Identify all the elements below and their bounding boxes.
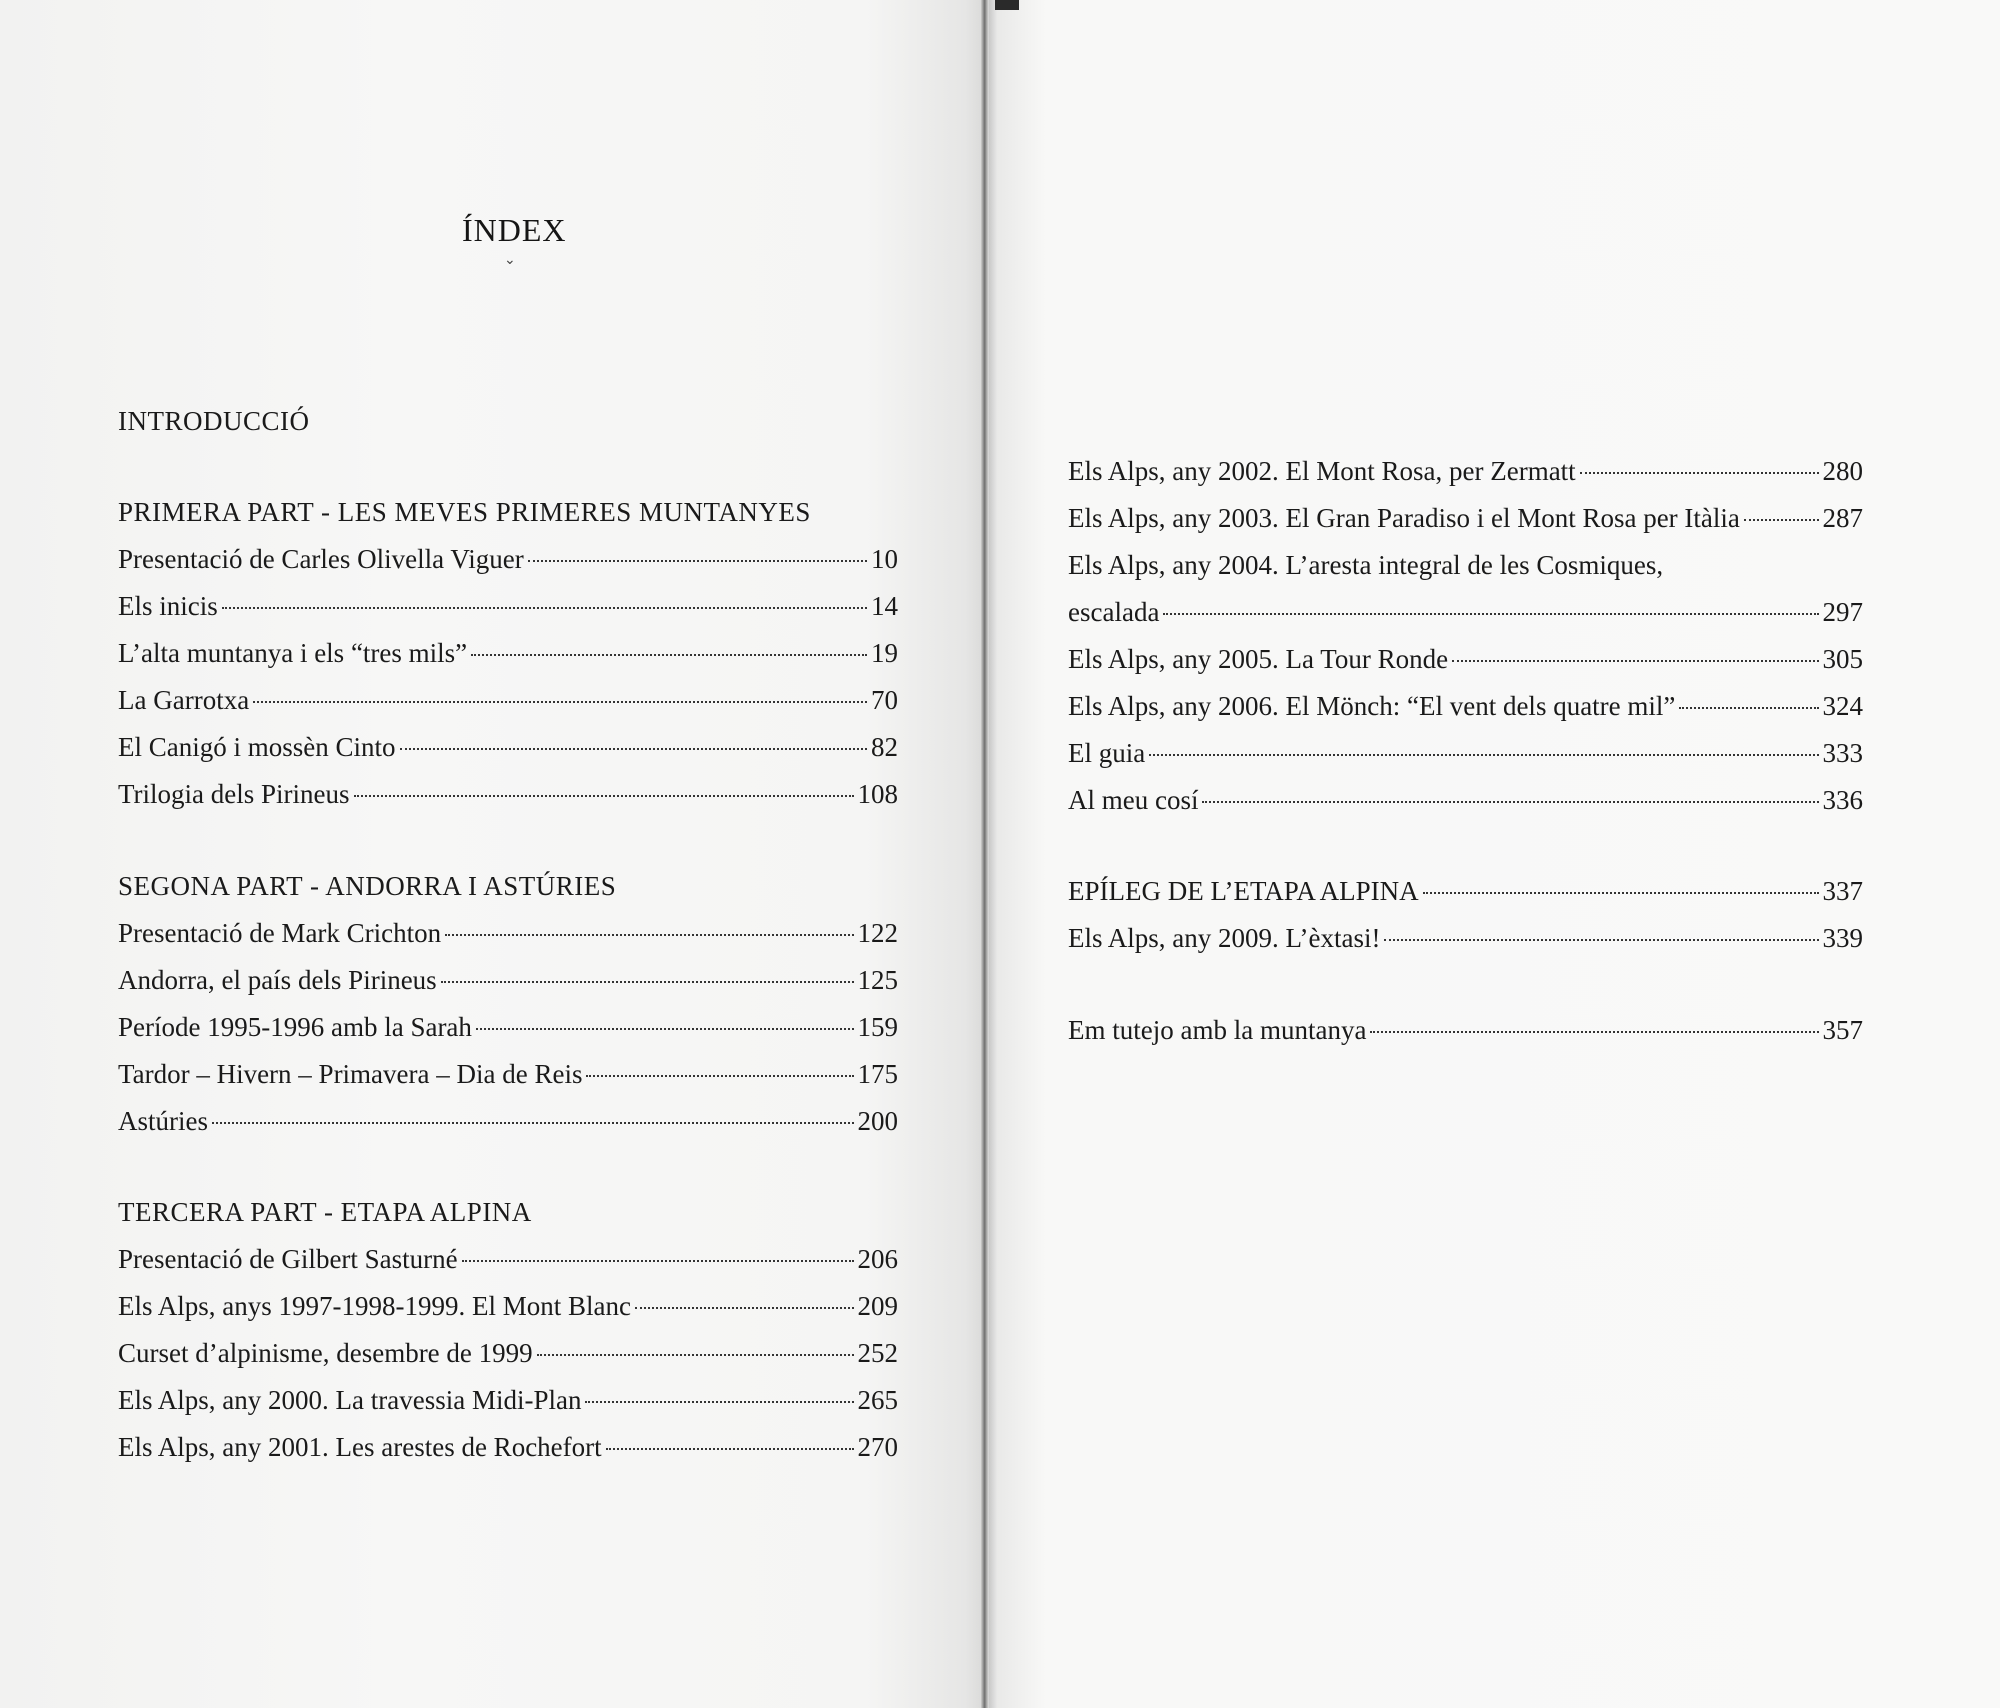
right-page: [985, 0, 2000, 1708]
toc-entry: [118, 778, 898, 810]
dot-leader: [1452, 660, 1818, 662]
toc-entry: [118, 1011, 898, 1043]
toc-entry-title: Els Alps, anys 1997-1998-1999. El Mont Blanc: [118, 1291, 631, 1321]
toc-page-number: 82: [871, 732, 898, 762]
dot-leader: [1384, 939, 1818, 941]
toc-entry: [118, 1431, 898, 1463]
toc-page-number: 209: [857, 1291, 898, 1321]
dot-leader: [212, 1122, 854, 1124]
toc-entry-title: Al meu cosí: [1068, 785, 1199, 815]
dot-leader: [445, 934, 853, 936]
toc-entry-title: Els Alps, any 2001. Les arestes de Rochefort: [118, 1432, 602, 1462]
toc-entry-title: Els Alps, any 2002. El Mont Rosa, per Zermatt: [1068, 456, 1576, 486]
toc-entry: [118, 917, 898, 949]
dot-leader: [1679, 707, 1818, 709]
toc-page-number: 122: [857, 918, 898, 948]
dot-leader: [606, 1448, 854, 1450]
dot-leader: [354, 795, 854, 797]
toc-entry: [1068, 502, 1863, 534]
dot-leader: [1423, 892, 1819, 894]
toc-entry: [118, 637, 898, 669]
toc-entry-title: El guia: [1068, 738, 1146, 768]
toc-section-heading: INTRODUCCIÓ: [118, 406, 310, 436]
toc-entry: [1068, 784, 1863, 816]
toc-page-number: 125: [857, 965, 898, 995]
dot-leader: [586, 1075, 853, 1077]
toc-entry: [118, 731, 898, 763]
title-ornament: ⌄: [504, 253, 516, 268]
dot-leader: [1370, 1031, 1818, 1033]
bookmark-edge: [995, 0, 1019, 10]
toc-page-number: 70: [871, 685, 898, 715]
toc-entry: [1068, 875, 1863, 907]
dot-leader: [471, 654, 867, 656]
dot-leader: [462, 1260, 854, 1262]
toc-entry-title: Període 1995-1996 amb la Sarah: [118, 1012, 472, 1042]
dot-leader: [1744, 519, 1819, 521]
toc-entry: [118, 590, 898, 622]
toc-entry: [118, 543, 898, 575]
toc-entry-title: Els Alps, any 2003. El Gran Paradiso i el Mont Rosa per Itàlia: [1068, 503, 1740, 533]
toc-entry-title: L’alta muntanya i els “tres mils”: [118, 638, 468, 668]
toc-page-number: 280: [1822, 456, 1863, 486]
dot-leader: [400, 748, 867, 750]
dot-leader: [441, 981, 854, 983]
toc-page-number: 270: [857, 1432, 898, 1462]
toc-entry: [1068, 643, 1863, 675]
dot-leader: [476, 1028, 854, 1030]
toc-entry-title: Presentació de Mark Crichton: [118, 918, 442, 948]
dot-leader: [222, 607, 867, 609]
book-gutter: [981, 0, 989, 1708]
dot-leader: [635, 1307, 854, 1309]
toc-entry-title: Astúries: [118, 1106, 208, 1136]
index-title: ÍNDEX: [462, 212, 567, 248]
toc-entry: [118, 1337, 898, 1369]
toc-page-number: 333: [1822, 738, 1863, 768]
toc-entry-title: Trilogia dels Pirineus: [118, 779, 350, 809]
toc-entry-title: La Garrotxa: [118, 685, 250, 715]
toc-page-number: 339: [1822, 923, 1863, 953]
toc-entry: [118, 1243, 898, 1275]
dot-leader: [528, 560, 867, 562]
toc-entry: [1068, 737, 1863, 769]
toc-page-number: 159: [857, 1012, 898, 1042]
toc-page-number: 206: [857, 1244, 898, 1274]
toc-entry: [1068, 1014, 1863, 1046]
toc-page-number: 175: [857, 1059, 898, 1089]
toc-entry-title: El Canigó i mossèn Cinto: [118, 732, 396, 762]
toc-entry: [1068, 596, 1863, 628]
toc-entry-title: EPÍLEG DE L’ETAPA ALPINA: [1068, 876, 1419, 906]
dot-leader: [537, 1354, 854, 1356]
toc-section-heading: SEGONA PART - ANDORRA I ASTÚRIES: [118, 871, 617, 901]
toc-page-number: 337: [1822, 876, 1863, 906]
toc-page-number: 108: [857, 779, 898, 809]
toc-page-number: 252: [857, 1338, 898, 1368]
dot-leader: [585, 1401, 853, 1403]
toc-entry: [1068, 922, 1863, 954]
toc-page-number: 10: [871, 544, 898, 574]
dot-leader: [253, 701, 867, 703]
dot-leader: [1149, 754, 1818, 756]
toc-entry-title: Els Alps, any 2005. La Tour Ronde: [1068, 644, 1449, 674]
toc-page-number: 19: [871, 638, 898, 668]
toc-entry-title: Curset d’alpinisme, desembre de 1999: [118, 1338, 533, 1368]
toc-entry-title: Els Alps, any 2000. La travessia Midi-Plan: [118, 1385, 582, 1415]
toc-entry: [1068, 455, 1863, 487]
toc-entry-title: Em tutejo amb la muntanya: [1068, 1015, 1367, 1045]
toc-entry: [118, 1105, 898, 1137]
toc-entry-title: Els Alps, any 2009. L’èxtasi!: [1068, 923, 1381, 953]
toc-page-number: 324: [1822, 691, 1863, 721]
toc-entry-title: escalada: [1068, 597, 1160, 627]
toc-entry: [118, 684, 898, 716]
toc-page-number: 14: [871, 591, 898, 621]
toc-page-number: 287: [1822, 503, 1863, 533]
toc-page-number: 305: [1822, 644, 1863, 674]
toc-section-heading: TERCERA PART - ETAPA ALPINA: [118, 1197, 532, 1227]
toc-page-number: 297: [1822, 597, 1863, 627]
toc-entry: [118, 964, 898, 996]
toc-page-number: 357: [1822, 1015, 1863, 1045]
toc-page-number: 336: [1822, 785, 1863, 815]
toc-page-number: 265: [857, 1385, 898, 1415]
toc-entry: [1068, 690, 1863, 722]
toc-entry-title: Els inicis: [118, 591, 218, 621]
toc-entry-line: Els Alps, any 2004. L’aresta integral de les Cosmiques,: [1068, 550, 1664, 580]
toc-entry: [118, 1058, 898, 1090]
dot-leader: [1163, 613, 1818, 615]
toc-entry: [118, 1290, 898, 1322]
toc-entry: [118, 1384, 898, 1416]
toc-entry-title: Presentació de Carles Olivella Viguer: [118, 544, 524, 574]
toc-entry-title: Andorra, el país dels Pirineus: [118, 965, 437, 995]
toc-page-number: 200: [857, 1106, 898, 1136]
dot-leader: [1202, 801, 1818, 803]
toc-entry-title: Tardor – Hivern – Primavera – Dia de Reis: [118, 1059, 583, 1089]
dot-leader: [1580, 472, 1819, 474]
toc-entry-title: Els Alps, any 2006. El Mönch: “El vent dels quatre mil”: [1068, 691, 1676, 721]
toc-entry-title: Presentació de Gilbert Sasturné: [118, 1244, 458, 1274]
toc-section-heading: PRIMERA PART - LES MEVES PRIMERES MUNTANYES: [118, 497, 811, 527]
